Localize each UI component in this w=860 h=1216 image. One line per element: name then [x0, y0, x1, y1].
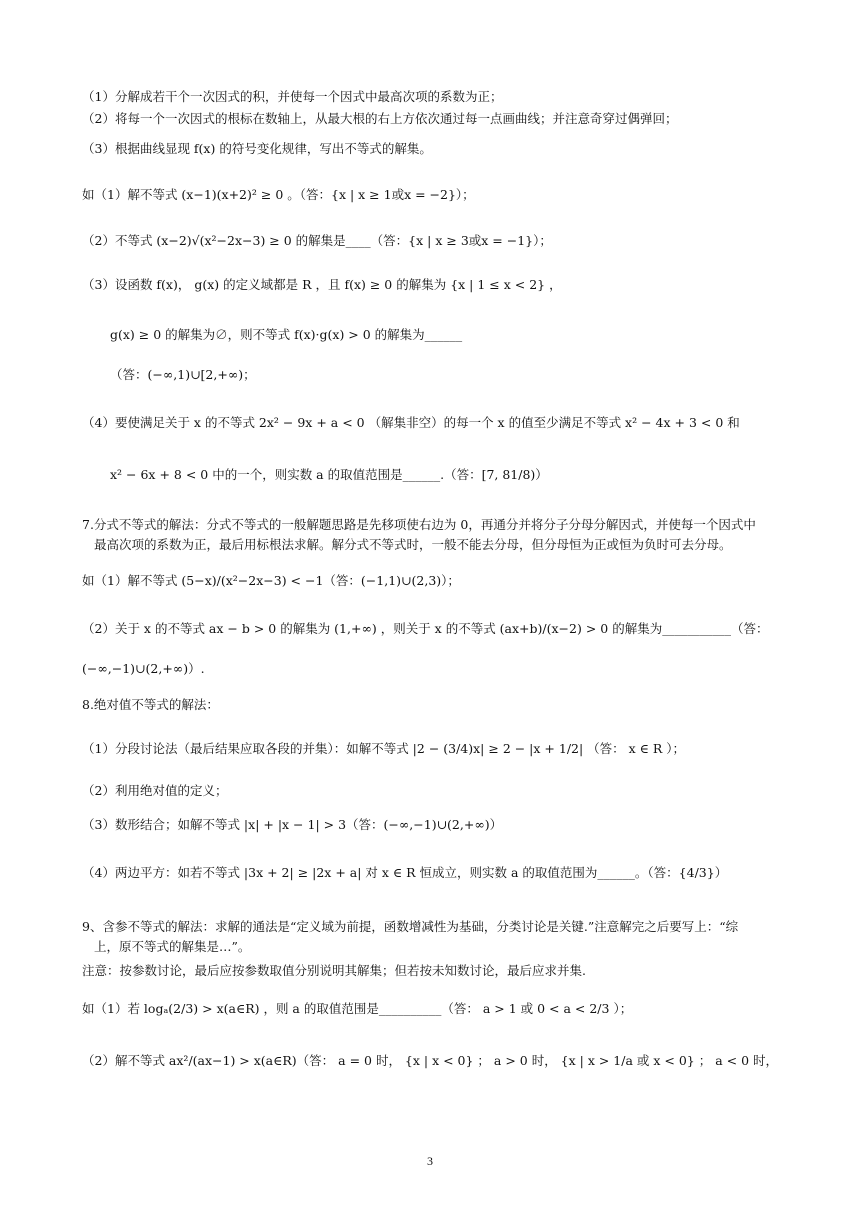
text-line: （2）利用绝对值的定义；	[82, 783, 228, 798]
note-line: 注意：按参数讨论，最后应按参数取值分别说明其解集；但若按未知数讨论，最后应求并集.	[82, 963, 586, 978]
text-line: 最高次项的系数为正，最后用标根法求解。解分式不等式时，一般不能去分母，但分母恒为正或恒为负时可去分母。	[94, 537, 732, 552]
text-line: 如（1）解不等式 (5−x)/(x²−2x−3) < −1（答：(−1,1)∪(2,3)）；	[82, 573, 460, 588]
text-line: x² − 6x + 8 < 0 中的一个，则实数 a 的取值范围是______.（答：[7, 81/8)）	[110, 467, 548, 482]
text-line: （3）数形结合；如解不等式 |x| + |x − 1| > 3（答：(−∞,−1)∪(2,+∞)）	[82, 817, 503, 832]
text-line: （2）不等式 (x−2)√(x²−2x−3) ≥ 0 的解集是____（答：{x | x ≥ 3或x = −1}）；	[82, 233, 552, 248]
text-line: （4）要使满足关于 x 的不等式 2x² − 9x + a < 0 （解集非空）的每一个 x 的值至少满足不等式 x² − 4x + 3 < 0 和	[82, 415, 740, 430]
section-heading: 7.分式不等式的解法：分式不等式的一般解题思路是先移项使右边为 0，再通分并将分子分母分解因式，并使每一个因式中	[82, 517, 756, 532]
text-line: (−∞,−1)∪(2,+∞)）.	[82, 661, 205, 676]
text-line: （1）分段讨论法（最后结果应取各段的并集）：如解不等式 |2 − (3/4)x| ≥ 2 − |x + 1/2| （答： x ∈ R ）；	[82, 741, 686, 756]
text-line: g(x) ≥ 0 的解集为∅，则不等式 f(x)·g(x) > 0 的解集为______	[110, 327, 463, 342]
page-number: 3	[427, 1154, 433, 1168]
section-heading: 9、含参不等式的解法：求解的通法是“定义域为前提，函数增减性为基础，分类讨论是关键.”注意解完之后要写上：“综	[82, 919, 739, 934]
text-line: （2）关于 x 的不等式 ax − b > 0 的解集为 (1,+∞) ，则关于 x 的不等式 (ax+b)/(x−2) > 0 的解集为___________（答：	[82, 621, 769, 636]
section-heading: 8.绝对值不等式的解法：	[82, 697, 219, 712]
text-line: 如（1）若 logₐ(2/3) > x(a∈R) ，则 a 的取值范围是__________（答： a > 1 或 0 < a < 2/3 ）；	[82, 1001, 633, 1016]
text-line: （2）解不等式 ax²/(ax−1) > x(a∈R)（答： a = 0 时， {x | x < 0} ； a > 0 时， {x | x > 1/a 或 x < 0} ； a < 0 时，	[82, 1053, 778, 1068]
text-line: 如（1）解不等式 (x−1)(x+2)² ≥ 0 。（答：{x | x ≥ 1或x = −2}）；	[82, 187, 475, 202]
text-line: （2）将每一个一次因式的根标在数轴上，从最大根的右上方依次通过每一点画曲线；并注意奇穿过偶弹回；	[82, 111, 678, 126]
text-line: （答：(−∞,1)∪[2,+∞)；	[110, 367, 256, 382]
text-line: （4）两边平方：如若不等式 |3x + 2| ≥ |2x + a| 对 x ∈ R 恒成立，则实数 a 的取值范围为______。（答：{4/3}）	[82, 865, 728, 880]
text-line: （3）设函数 f(x)， g(x) 的定义域都是 R ，且 f(x) ≥ 0 的解集为 {x | 1 ≤ x < 2} ，	[82, 277, 562, 292]
text-line: （1）分解成若干个一次因式的积，并使每一个因式中最高次项的系数为正；	[82, 89, 503, 104]
text-line: 上，原不等式的解集是…”。	[94, 939, 251, 954]
text-line: （3）根据曲线显现 f(x) 的符号变化规律，写出不等式的解集。	[82, 141, 432, 156]
